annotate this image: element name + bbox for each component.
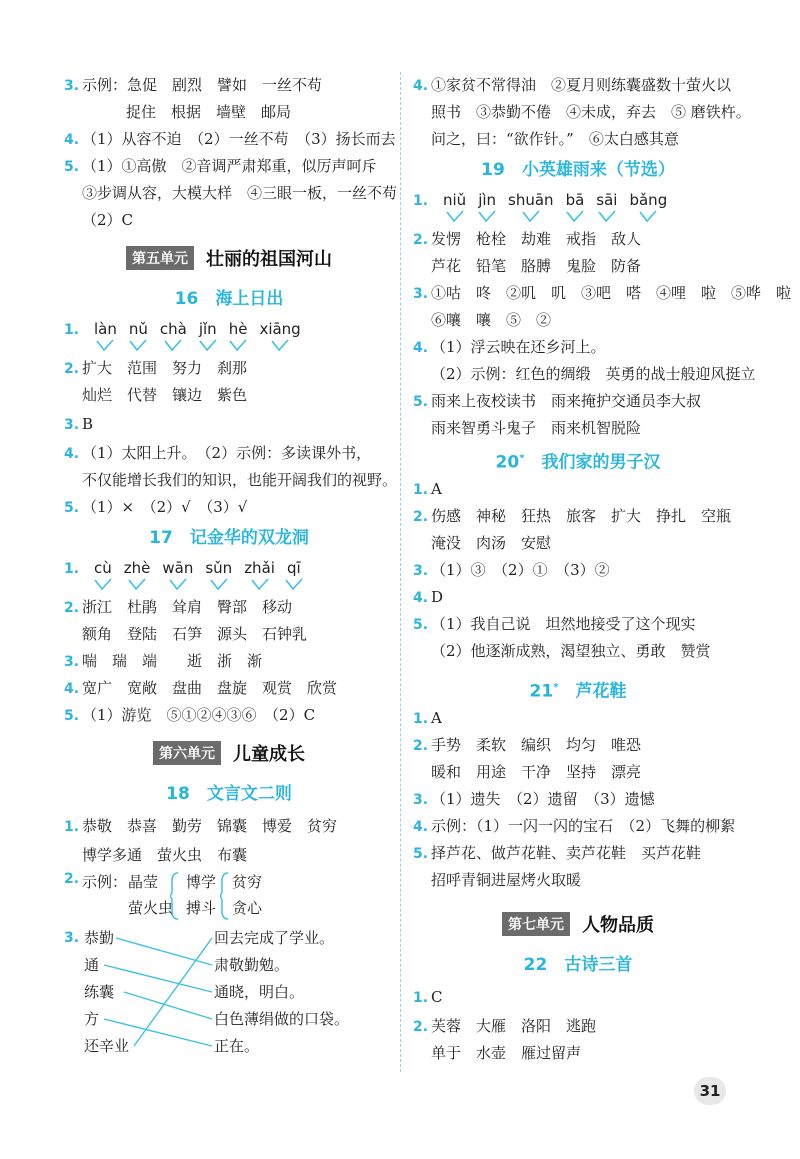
answer-line: 问之，曰：“欲作针。” ⑥太白感其意: [431, 130, 679, 148]
lesson-title: 22 古诗三首: [523, 955, 633, 975]
pinyin-syllable: bā: [565, 191, 585, 209]
check-icon: [229, 339, 247, 351]
left-column: [64, 72, 398, 1065]
unit-title: 儿童成长: [233, 744, 305, 765]
answer-line: 4. 示例：（1）一闪一闪的宝石 （2）飞舞的柳絮: [413, 817, 736, 835]
check-icon: [566, 210, 584, 222]
match-left: 恭勤: [84, 929, 115, 947]
page-number: 31: [694, 1077, 726, 1105]
check-icon: [446, 210, 464, 222]
pinyin-syllable: làn: [94, 320, 117, 338]
unit-header: [64, 733, 394, 773]
column-divider: [400, 72, 401, 1072]
answer-line: 捉住 根据 墙壁 邮局: [126, 103, 292, 121]
answer-line: 雨来智勇斗鬼子 雨来机智脱险: [431, 419, 642, 437]
answer-line: 3. B: [64, 415, 94, 433]
brace-icon: [220, 871, 230, 921]
pinyin-syllable: zhè: [123, 559, 151, 577]
pinyin-syllable: wān: [162, 559, 194, 577]
word-group-answer: 2. 示例： 晶莹 萤火虫 博学 搏斗 贫穷 贪心: [64, 869, 394, 925]
check-icon: [522, 210, 540, 222]
answer-line: 5. （1）游览 ⑤①②④③⑥ （2）C: [64, 706, 316, 724]
answer-line: 1. 恭敬 恭喜 勤劳 锦囊 博爱 贫穷: [64, 817, 338, 835]
answer-line: 4. （1）浮云映在还乡河上。: [413, 338, 606, 356]
check-icon: [285, 578, 303, 590]
match-lines: [64, 925, 224, 1065]
unit-title: 人物品质: [582, 915, 654, 936]
match-right: 白色薄绢做的口袋。: [214, 1010, 350, 1028]
pinyin-syllable: niǔ: [443, 191, 467, 209]
lesson-title: 17 记金华的双龙洞: [149, 528, 309, 548]
check-icon: [169, 578, 187, 590]
check-icon: [129, 339, 147, 351]
answer-line: 3. （1）③ （2）① （3）②: [413, 561, 610, 579]
answer-line: 5. 雨来上夜校读书 雨来掩护交通员李大叔: [413, 392, 702, 410]
check-marks: [413, 210, 743, 226]
answer-line: （2）他逐渐成熟，渴望独立、勇敢 赞赏: [431, 642, 711, 660]
answer-line: 4. ①家贫不常得油 ②夏月则练囊盛数十萤火以: [413, 76, 732, 94]
brace-icon: [170, 871, 180, 921]
pinyin-syllable: xiāng: [259, 320, 301, 338]
answer-line: 5. 择芦花、做芦花鞋、卖芦花鞋 买芦花鞋: [413, 844, 702, 862]
pinyin-syllable: hè: [228, 320, 248, 338]
answer-line: 照书 ③恭勤不倦 ④未成，弃去 ⑤ 磨铁杵。: [431, 103, 751, 121]
lesson-title: 16 海上日出: [174, 289, 284, 309]
answer-line: 3. 喘 瑞 端 逝 浙 渐: [64, 652, 263, 670]
answer-line: 博学多通 萤火虫 布囊: [82, 846, 248, 864]
answer-line: 招呼青铜进屋烤火取暖: [431, 871, 582, 889]
answer-line: 额角 登陆 石笋 源头 石钟乳: [82, 625, 308, 643]
answer-line: 不仅能增长我们的知识，也能开阔我们的视野。: [82, 471, 398, 489]
check-icon: [164, 339, 182, 351]
answer-line: 3. 示例：急促 剧烈 譬如 一丝不苟: [64, 76, 323, 94]
check-icon: [598, 210, 616, 222]
matching-answer: 3. 恭勤 通 练囊 方 还辛业 回去完成了学业。 肃敬勤勉。 通晓，明白。 白色薄绢做的口袋。 正在。: [64, 925, 394, 1065]
check-marks: [64, 339, 394, 355]
unit-badge: 第五单元: [126, 246, 194, 270]
check-icon: [271, 339, 289, 351]
answer-line: 1. A: [413, 480, 442, 498]
pinyin-syllable: jìn: [478, 191, 497, 209]
pinyin-line: 1. làn nǔ chà jǐn hè xiāng: [64, 316, 394, 343]
answer-line: （2）示例：红色的绸缎 英勇的战士般迎风挺立: [431, 365, 756, 383]
check-icon: [478, 210, 496, 222]
check-marks: [64, 578, 394, 594]
pinyin-syllable: chà: [159, 320, 187, 338]
lesson-title: 18 文言文二则: [166, 784, 292, 804]
check-icon: [94, 578, 112, 590]
answer-line: 5. （1）我自己说 坦然地接受了这个现实: [413, 615, 696, 633]
answer-line: 2. 芙蓉 大雁 洛阳 逃跑: [413, 1017, 597, 1035]
answer-line: 2. 发愣 枪栓 劫难 戒指 敌人: [413, 230, 642, 248]
unit-title: 壮丽的祖国河山: [206, 249, 332, 270]
check-icon: [199, 339, 217, 351]
right-column: [413, 72, 792, 1067]
lesson-title: 20* 我们家的男子汉: [495, 452, 661, 473]
answer-line: 3. ①咕 咚 ②叽 叽 ③吧 嗒 ④哩 啦 ⑤哗 啦: [413, 284, 792, 302]
answer-line: 5. （1）①高傲 ②音调严肃郑重，似厉声呵斥: [64, 157, 377, 175]
answer-line: 2. 扩大 范围 努力 刹那: [64, 359, 248, 377]
answer-line: 暖和 用途 干净 坚持 漂亮: [431, 763, 642, 781]
answer-line: 单于 水壶 雁过留声: [431, 1044, 582, 1062]
answer-line: 4. 宽广 宽敞 盘曲 盘旋 观赏 欣赏: [64, 679, 338, 697]
answer-line: 5. （1）× （2）√ （3）√: [64, 498, 248, 516]
pinyin-syllable: sāi: [596, 191, 618, 209]
match-left: 方: [84, 1010, 100, 1028]
answer-line: 4. （1）从容不迫 （2）一丝不苟 （3）扬长而去: [64, 130, 396, 148]
check-icon: [639, 210, 657, 222]
answer-line: ⑥嚷 嚷 ⑤ ②: [431, 311, 552, 329]
lesson-title: 19 小英雄雨来（节选）: [481, 160, 675, 180]
answer-line: 4. D: [413, 588, 444, 606]
answer-line: 2. 手势 柔软 编织 均匀 唯恐: [413, 736, 642, 754]
pinyin-line: 1. niǔ jìn shuān bā sāi bǎng: [413, 187, 743, 214]
answer-line: （2）C: [82, 211, 134, 229]
pinyin-syllable: sǔn: [205, 559, 233, 577]
pinyin-syllable: zhǎi: [244, 559, 275, 577]
pinyin-syllable: nǔ: [128, 320, 148, 338]
match-right: 肃敬勤勉。: [214, 956, 290, 974]
unit-badge: 第七单元: [502, 912, 570, 936]
answer-line: 淹没 肉汤 安慰: [431, 534, 552, 552]
match-right: 正在。: [214, 1037, 260, 1055]
pinyin-syllable: bǎng: [629, 191, 668, 209]
check-icon: [251, 578, 269, 590]
answer-line: 2. 伤感 神秘 狂热 旅客 扩大 挣扎 空瓶: [413, 507, 732, 525]
match-right: 回去完成了学业。: [214, 929, 335, 947]
pinyin-syllable: qī: [286, 559, 301, 577]
answer-line: 芦花 铅笔 胳膊 鬼脸 防备: [431, 257, 642, 275]
lesson-title: 21* 芦花鞋: [529, 681, 627, 702]
match-left: 练囊: [84, 983, 115, 1001]
match-left: 还辛业: [84, 1037, 130, 1055]
unit-badge: 第六单元: [153, 741, 221, 765]
check-icon: [128, 578, 146, 590]
pinyin-syllable: cù: [94, 559, 112, 577]
answer-line: 1. C: [413, 988, 443, 1006]
pinyin-syllable: shuān: [508, 191, 554, 209]
check-icon: [96, 339, 114, 351]
pinyin-syllable: jǐn: [198, 320, 217, 338]
answer-line: ③步调从容，大模大样 ④三眼一板，一丝不苟: [82, 184, 398, 202]
answer-line: 灿烂 代替 镶边 紫色: [82, 386, 248, 404]
answer-line: 4. （1）太阳上升。 （2）示例：多读课外书，: [64, 444, 372, 462]
match-right: 通晓，明白。: [214, 983, 305, 1001]
match-left: 通: [84, 956, 100, 974]
pinyin-line: 1. cù zhè wān sǔn zhǎi qī: [64, 555, 394, 582]
answer-line: 3. （1）遗失 （2）遗留 （3）遗憾: [413, 790, 655, 808]
answer-line: 1. A: [413, 709, 442, 727]
answer-line: 2. 浙江 杜鹃 耸肩 臀部 移动: [64, 598, 293, 616]
check-icon: [210, 578, 228, 590]
unit-header: [413, 904, 743, 944]
unit-header: [64, 238, 394, 278]
